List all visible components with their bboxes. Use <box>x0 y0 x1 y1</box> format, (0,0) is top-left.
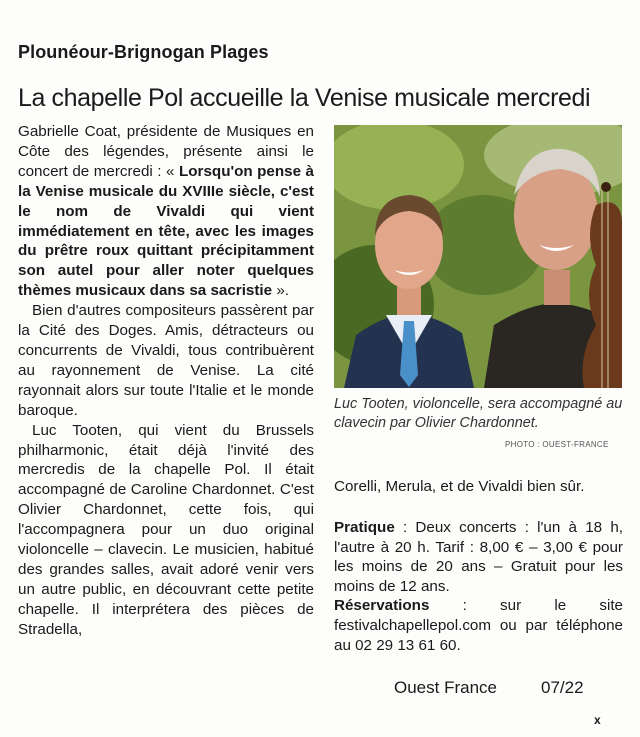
photo-credit: PHOTO : OUEST-FRANCE <box>505 440 609 449</box>
paragraph-1-quote: Lorsqu'on pense à la Venise musicale du XVIIIe siècle, c'est le nom de Vivaldi qui vient immédiatement en tête, avec les images du prêtre roux quittant précipitamment son autel pour aller noter quelques thèmes musicaux dans sa sacristie <box>18 162 314 300</box>
photo-caption: Luc Tooten, violoncelle, sera accompagné au clavecin par Olivier Chardonnet. <box>334 396 623 431</box>
paragraph-1-intro: Gabrielle Coat, présidente de Musiques en Côte des légendes, présente ainsi le concert de mercredi : « <box>18 123 314 180</box>
continued-text: Corelli, Merula, et de Vivaldi bien sûr. <box>334 478 585 495</box>
practical-info <box>334 518 623 596</box>
musicians-illustration <box>334 125 622 388</box>
reservations-text: : sur le site festivalchapellepol.com ou par téléphone au 02 29 13 61 60. <box>334 597 623 654</box>
musicians-photo <box>334 125 622 388</box>
practical-label: Pratique <box>334 519 395 536</box>
reservations-info <box>334 596 623 655</box>
paragraph-3: Luc Tooten, qui vient du Brussels philharmonic, était déjà l'invité des mercredis de la chapelle Pol. Il était accompagné de Caroline Chardonnet. C'est Olivier Chardonnet, cette fois, qui l'accompagnera pour un duo original violoncelle – clavecin. Le musicien, habitué des grandes salles, avait adoré venir vers un autre public, en découvrant cette petite chapelle. Il interprétera des pièces de Stradella, <box>18 421 314 638</box>
paragraph-1-end: ». <box>272 282 289 300</box>
newspaper-source: Ouest France <box>394 678 497 697</box>
reservations-label: Réservations <box>334 597 430 615</box>
location-kicker: Plounéour-Brignogan Plages <box>18 42 269 62</box>
left-column <box>18 122 314 640</box>
paragraph-2: Bien d'autres compositeurs passèrent par la Cité des Doges. Amis, détracteurs ou concurrents de Vivaldi, tous contribuèrent au rayonnement de Venise. La cité rayonnait alors sur toute l'Italie et le monde baroque. <box>18 302 314 419</box>
right-column <box>334 518 623 655</box>
article-headline: La chapelle Pol accueille la Venise musicale mercredi <box>18 84 591 112</box>
paragraph-1 <box>18 122 314 301</box>
practical-text: : Deux concerts : l'un à 18 h, l'autre à 20 h. Tarif : 8,00 € – 3,00 € pour les moins de 20 ans – Gratuit pour les moins de 12 ans. <box>334 519 623 595</box>
margin-mark: x <box>594 713 601 727</box>
publication-date: 07/22 <box>541 678 584 697</box>
